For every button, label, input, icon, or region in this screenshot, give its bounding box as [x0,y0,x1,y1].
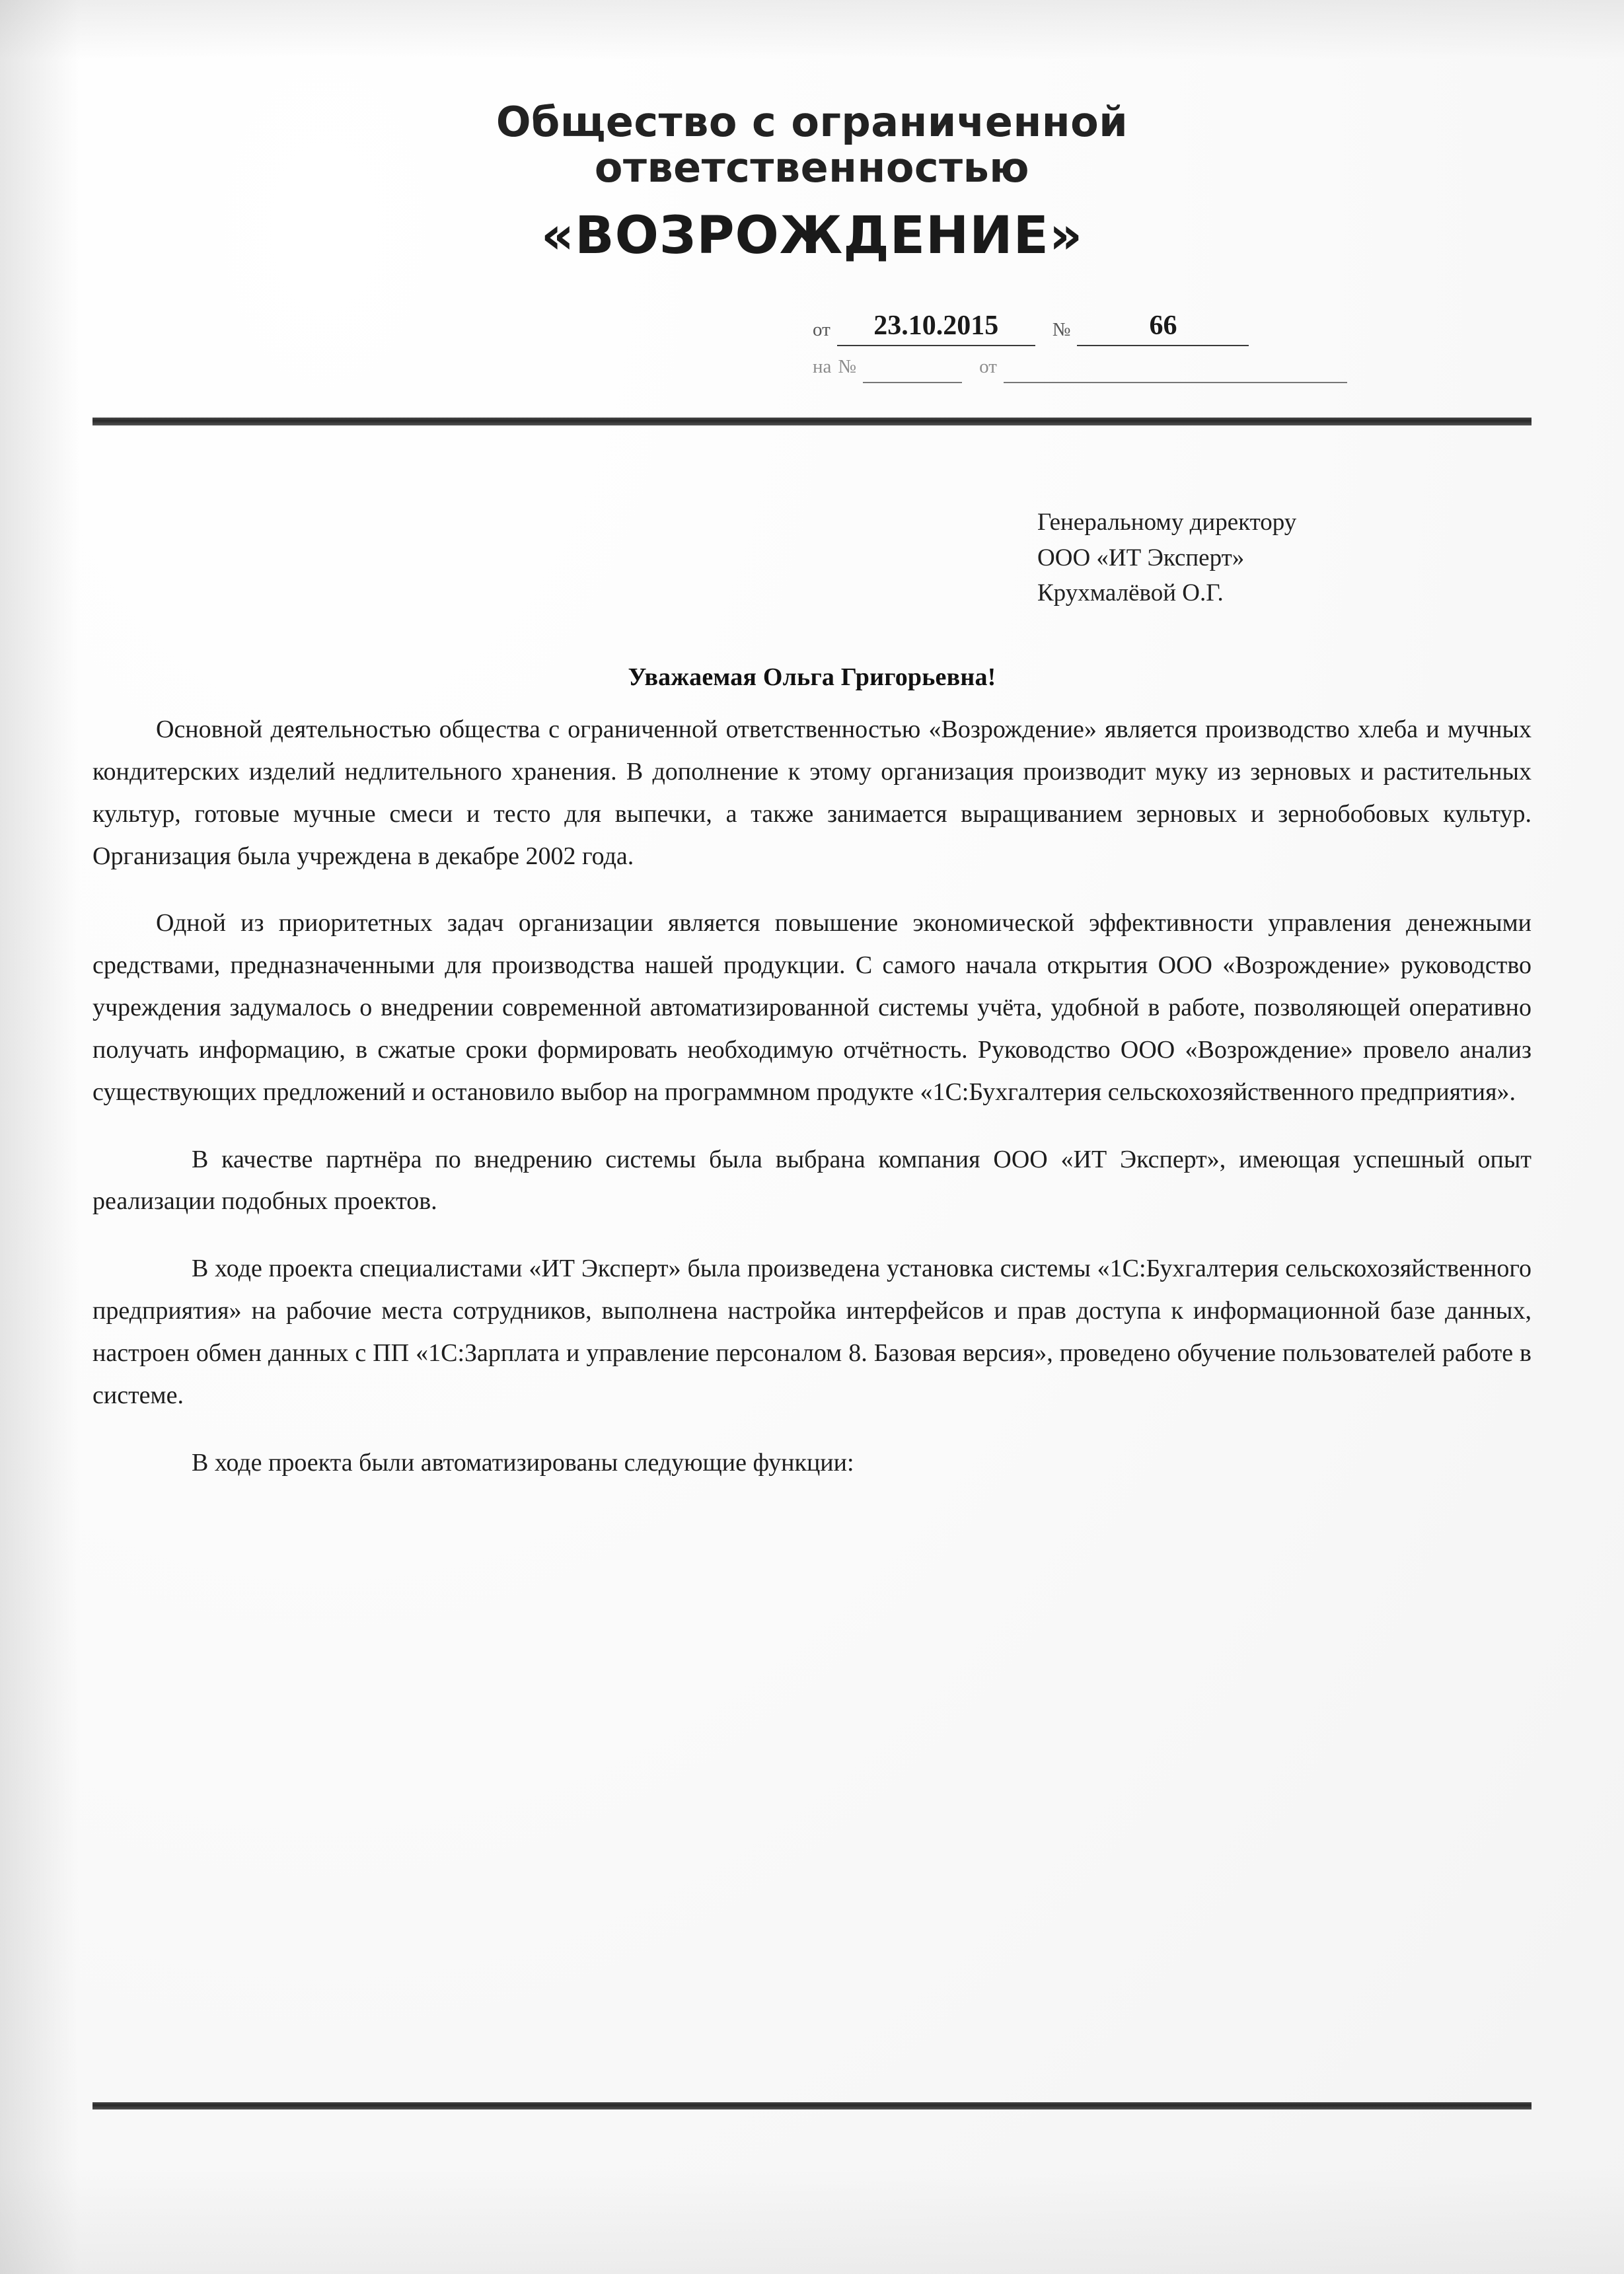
addressee-line-1: Генеральному директору [1037,509,1297,536]
scan-shadow-bottom [0,2168,1624,2274]
number-value: 66 [1077,311,1249,346]
company-name-line-3: «ВОЗРОЖДЕНИЕ» [540,205,1084,266]
body-paragraph-5: В ходе проекта были автоматизированы следующие функции: [192,1448,854,1477]
company-name-line-1: Общество с ограниченной [496,98,1128,146]
addressee-line-3: Крухмалёвой О.Г. [1037,579,1224,607]
date-value: 23.10.2015 [837,311,1035,346]
letterhead [92,0,1532,271]
reply-number-label: № [838,356,857,378]
body-paragraph-3: В качестве партнёра по внедрению системы была выбрана компания ООО «ИТ Эксперт», имеющая успешный опыт реализации подобных проектов. [92,1145,1532,1216]
number-label: № [1052,319,1071,341]
body-paragraph-1: Основной деятельностью общества с ограниченной ответственностью «Возрождение» является производство хлеба и мучных кондитерских изделий недлительного хранения. В дополнение к этому организация производит муку из зерновых и растительных культур, готовые мучные смеси и тесто для выпечки, а также занимается выращиванием зерновых и зернобобовых культур. Организация была учреждена в декабре 2002 года. [92,715,1532,870]
reference-row-reply [813,346,1480,383]
date-label: от [813,319,830,341]
company-name-line-2: ответственностью [594,143,1030,192]
document-content [92,0,1532,1509]
reply-date-value [1004,353,1347,383]
salutation: Уважаемая Ольга Григорьевна! [628,663,996,692]
reference-row-primary [813,305,1480,346]
footer-divider [92,2102,1532,2109]
body-paragraph-4: В ходе проекта специалистами «ИТ Эксперт» была произведена установка системы «1С:Бухгалтерия сельскохозяйственного предприятия» на рабочие места сотрудников, выполнена настройка интерфейсов и прав доступа к информационной базе данных, настроен обмен данных с ПП «1С:Зарплата и управление персоналом 8. Базовая версия», проведено обучение пользователей работе в системе. [92,1255,1532,1409]
reply-number-value [863,353,962,383]
reference-block [813,305,1480,383]
reply-date-label: от [979,356,997,378]
addressee-line-2: ООО «ИТ Эксперт» [1037,544,1245,571]
scan-shadow-left [0,0,79,2274]
body-paragraph-2: Одной из приоритетных задач организации является повышение экономической эффективности управления денежными средствами, предназначенными для производства нашей продукции. С самого начала открытия ООО «Возрождение» руководство учреждения задумалось о внедрении современной автоматизированной системы учёта, удобной в работе, позволяющей оперативно получать информацию, в сжатые сроки формировать необходимую отчётность. Руководство ООО «Возрождение» провело анализ существующих предложений и остановило выбор на программном продукте «1С:Бухгалтерия сельскохозяйственного предприятия». [92,909,1532,1106]
reply-to-label: на [813,356,832,378]
addressee-block [1037,505,1532,611]
header-divider [92,418,1532,425]
